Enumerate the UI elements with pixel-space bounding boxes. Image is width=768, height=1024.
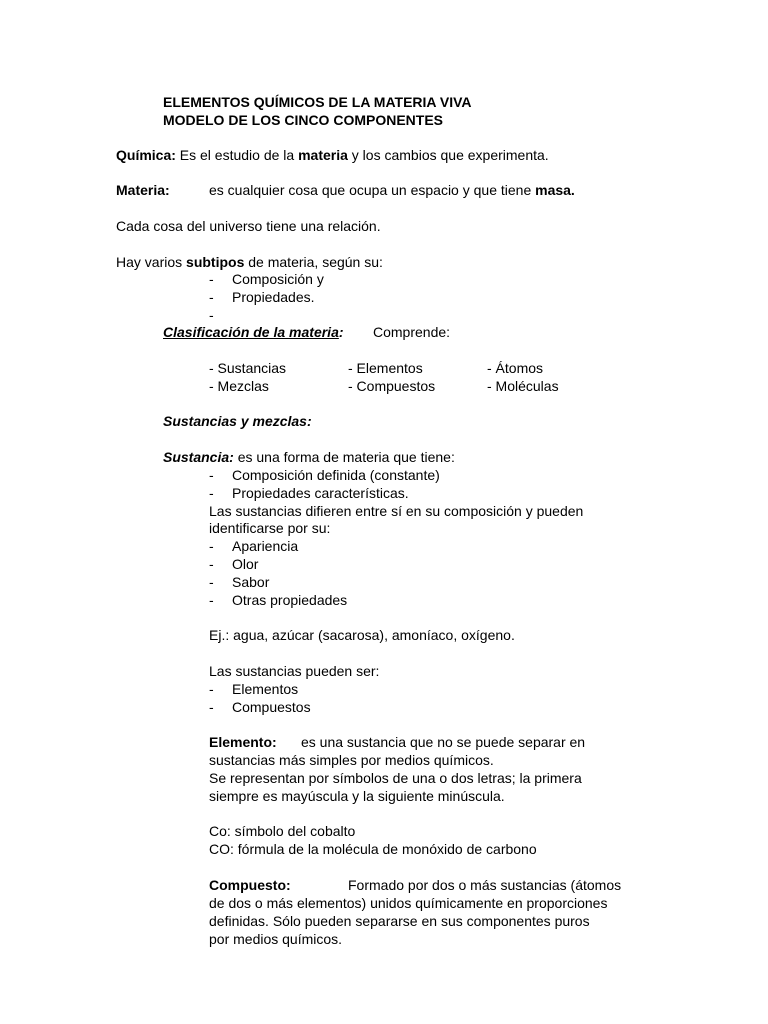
compuesto-line1: Formado por dos o más sustancias (átomos: [348, 877, 622, 893]
sustancia-definition: [163, 449, 455, 466]
quimica-term: Química:: [116, 147, 176, 163]
sustancia-item: Elementos: [232, 681, 299, 697]
elemento-line3: [209, 770, 652, 787]
elemento-line1-text: es una sustancia que no se puede separar en: [301, 734, 586, 750]
elemento-line1: [301, 734, 652, 751]
sustancias-mezclas-heading: Sustancias y mezclas:: [163, 413, 312, 429]
clasificacion-term: Clasificación de la materia: [163, 324, 339, 340]
elemento-line3-text: Se representan por símbolos de una o dos letras; la primera: [209, 770, 582, 786]
sustancia-item: Composición definida (constante): [232, 467, 440, 483]
subtipos-dash: -: [209, 307, 214, 323]
quimica-text1: Es el estudio de la: [175, 147, 299, 163]
sustancia-item: Compuestos: [232, 699, 311, 715]
sustancia-paragraph-line1: [209, 503, 652, 520]
sustancia-dash: -: [209, 574, 214, 590]
compuesto-line4: por medios químicos.: [209, 931, 343, 947]
clasificacion-text: Comprende:: [373, 324, 451, 340]
subtipos-text1: Hay varios: [116, 254, 187, 270]
elemento-line4: siempre es mayúscula y la siguiente minúscula.: [209, 788, 505, 804]
sustancia-dash: -: [209, 485, 214, 501]
document-title-line2: MODELO DE LOS CINCO COMPONENTES: [163, 112, 444, 128]
sustancia-item: Sabor: [232, 574, 270, 590]
clasificacion-item: - Átomos: [487, 360, 544, 376]
compuesto-line2-text: de dos o más elementos) unidos químicamente en proporciones: [209, 895, 608, 911]
elemento-term: [209, 734, 277, 751]
document-title-line1: ELEMENTOS QUÍMICOS DE LA MATERIA VIVA: [163, 94, 472, 110]
sustancia-item: Apariencia: [232, 538, 299, 554]
sustancia-paragraph-text: Las sustancias difieren entre sí en su composición y pueden: [209, 503, 584, 519]
sustancia-ejemplo: Ej.: agua, azúcar (sacarosa), amoníaco, oxígeno.: [209, 627, 515, 643]
clasificacion-item: - Mezclas: [209, 378, 269, 394]
monoxido-formula-line: CO: fórmula de la molécula de monóxido de carbono: [209, 841, 537, 857]
elemento-term-text: Elemento:: [209, 734, 277, 750]
compuesto-term: [209, 877, 291, 894]
subtipos-dash: -: [209, 289, 214, 305]
sustancia-dash: -: [209, 592, 214, 608]
sustancia-dash: -: [209, 699, 214, 715]
clasificacion-heading: [163, 324, 344, 341]
materia-term: Materia:: [116, 182, 170, 198]
sustancia-dash: -: [209, 556, 214, 572]
compuesto-term-text: Compuesto:: [209, 877, 291, 893]
subtipos-sentence: [116, 254, 383, 271]
sustancia-dash: -: [209, 681, 214, 697]
sustancia-paragraph-line2: identificarse por su:: [209, 520, 331, 536]
clasificacion-item: - Sustancias: [209, 360, 287, 376]
quimica-bold: materia: [298, 147, 348, 163]
clasificacion-item: - Compuestos: [348, 378, 436, 394]
subtipos-item: Propiedades.: [232, 289, 315, 305]
compuesto-line2: [209, 895, 652, 912]
materia-definition-term: [116, 182, 170, 199]
sustancia-item: Propiedades características.: [232, 485, 409, 501]
sustancia-dash: -: [209, 538, 214, 554]
clasificacion-item: - Moléculas: [487, 378, 559, 394]
materia-text: es cualquier cosa que ocupa un espacio y que tiene: [209, 182, 536, 198]
materia-definition: [209, 182, 575, 199]
quimica-definition: [116, 147, 549, 164]
materia-bold: masa.: [535, 182, 575, 198]
subtipos-dash: -: [209, 271, 214, 287]
cada-cosa-sentence: Cada cosa del universo tiene una relación.: [116, 218, 381, 234]
sustancia-term: Sustancia:: [163, 449, 234, 465]
sustancia-dash: -: [209, 467, 214, 483]
clasificacion-item: - Elementos: [348, 360, 423, 376]
clasificacion-colon: :: [338, 324, 344, 340]
sustancia-pueden-ser: Las sustancias pueden ser:: [209, 663, 380, 679]
sustancia-text: es una forma de materia que tiene:: [233, 449, 455, 465]
subtipos-text2: de materia, según su:: [244, 254, 383, 270]
elemento-line2: sustancias más simples por medios químicos.: [209, 752, 494, 768]
sustancia-item: Olor: [232, 556, 259, 572]
quimica-text2: y los cambios que experimenta.: [347, 147, 549, 163]
compuesto-line3: [209, 913, 652, 930]
cobalto-symbol-line: Co: símbolo del cobalto: [209, 823, 356, 839]
subtipos-bold: subtipos: [186, 254, 245, 270]
subtipos-item: Composición y: [232, 271, 324, 287]
compuesto-line3-text: definidas. Sólo pueden separarse en sus componentes puros: [209, 913, 590, 929]
sustancia-item: Otras propiedades: [232, 592, 348, 608]
